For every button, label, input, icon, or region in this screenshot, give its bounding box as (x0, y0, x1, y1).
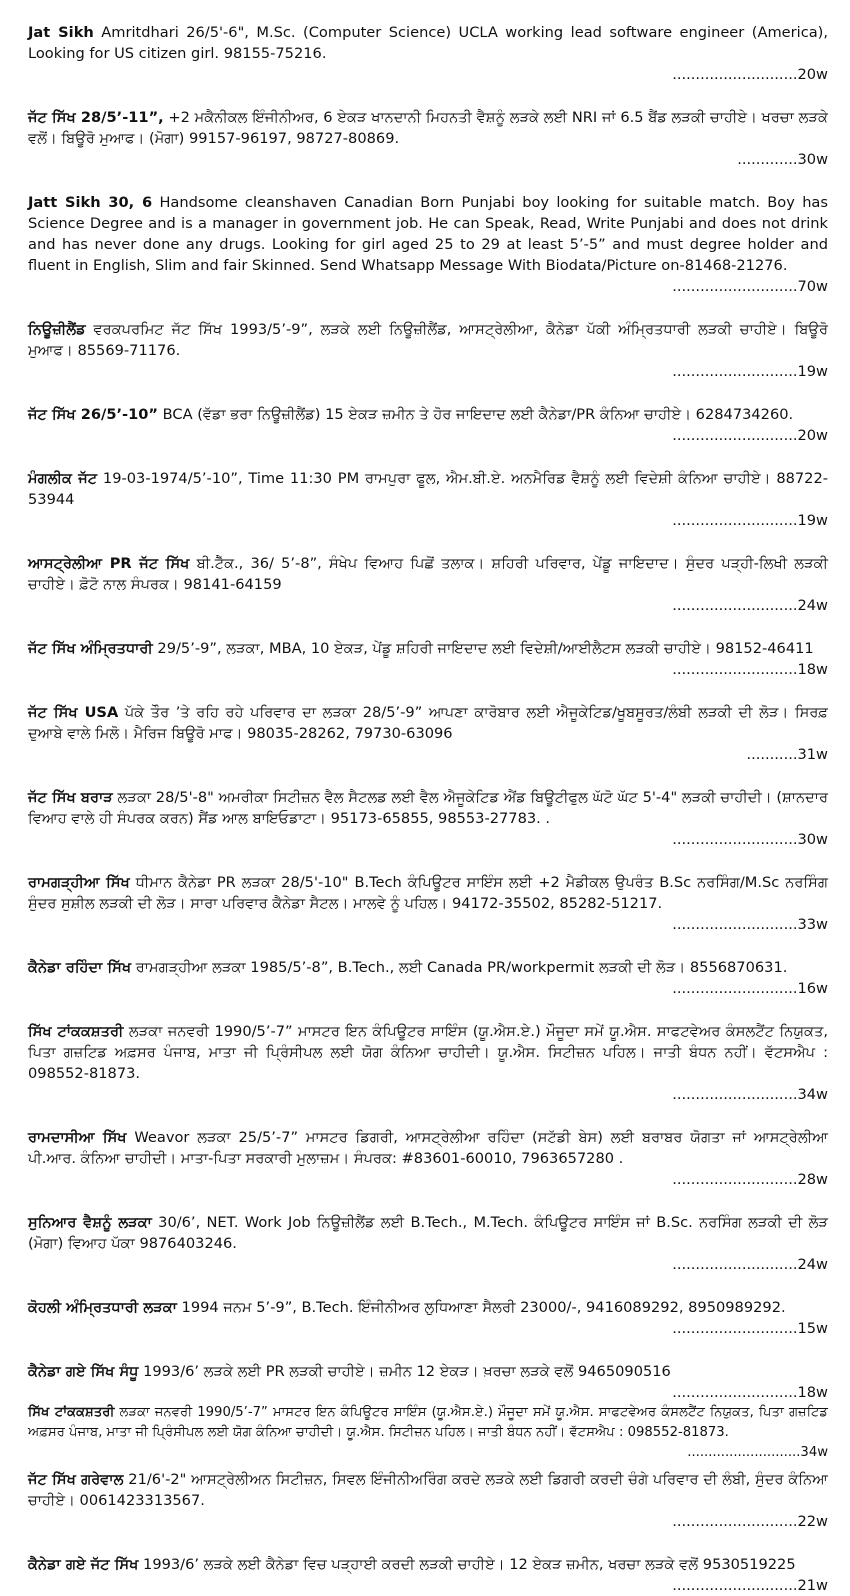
ad-18 (28, 1403, 828, 1463)
ad-text: ਬੀ.ਟੈੱਕ., 36/ 5’-8”, ਸੰਖੇਪ ਵਿਆਹ ਪਿਛੋਂ ਤਲਾਕ। ਸ਼ਹਿਰੀ ਪਰਿਵਾਰ, ਪੇਂਡੂ ਜਾਇਦਾਦ। ਸੁੰਦਰ ਪੜ੍ਹੀ-ਲਿਖੀ ਲੜਕੀ ਚਾਹੀਏ। ਫ਼ੋਟੋ ਨਾਲ ਸੰਪਰਕ। 98141-64159 (28, 555, 828, 593)
ad-heading: ਕੈਨੇਡਾ ਗਏ ਸਿੱਖ ਸੰਧੂ (28, 1363, 139, 1380)
ad-heading: ਕੈਨੇਡਾ ਰਹਿੰਦਾ ਸਿੱਖ (28, 959, 132, 976)
ad-19 (28, 1469, 828, 1532)
ad-word-count: ...........................34w (672, 1086, 828, 1103)
ad-heading: ਸਿੱਖ ਟਾਂਕਕਸ਼ਤਰੀ (28, 1023, 124, 1040)
ad-text: ਲੜਕਾ ਜਨਵਰੀ 1990/5’-7” ਮਾਸਟਰ ਇਨ ਕੰਪਿਊਟਰ ਸਾਇੰਸ (ਯੂ.ਐਸ.ਏ.) ਮੌਜੂਦਾ ਸਮੇਂ ਯੂ.ਐਸ. ਸਾਫਟਵੇਅਰ ਕੰਸਲਟੈਂਟ ਨਿਯੁਕਤ, ਪਿਤਾ ਗਜ਼ਟਿਡ ਅਫ਼ਸਰ ਪੰਜਾਬ, ਮਾਤਾ ਜੀ ਪ੍ਰਿੰਸੀਪਲ ਲਈ ਯੋਗ ਕੰਨਿਆ ਚਾਹੀਦੀ। ਯੂ.ਐਸ. ਸਿਟੀਜ਼ਨ ਪਹਿਲ। ਜਾਤੀ ਬੰਧਨ ਨਹੀਂ। ਵੱਟਸਐਪ : 098552-81873. (28, 1023, 828, 1082)
ad-heading: ਜੱਟ ਸਿੱਖ 28/5’-11”, (28, 109, 164, 126)
ad-heading: ਜੱਟ ਸਿੱਖ ਗਰੇਵਾਲ (28, 1471, 124, 1488)
ad-heading: ਜੱਟ ਸਿੱਖ ਅੰਮ੍ਰਿਤਧਾਰੀ (28, 640, 153, 657)
ad-5 (28, 404, 828, 446)
ad-10 (28, 787, 828, 850)
ad-4 (28, 319, 828, 382)
ad-heading: ਨਿਊਜ਼ੀਲੈਂਡ (28, 321, 86, 338)
ad-word-count: ...........................20w (672, 427, 828, 444)
ad-text: 1994 ਜਨਮ 5’-9”, B.Tech. ਇੰਜੀਨੀਅਰ ਲੁਧਿਆਣਾ ਸੈਲਰੀ 23000/-, 9416089292, 8950989292. (176, 1299, 786, 1316)
ad-3 (28, 192, 828, 297)
ad-heading: ਕੈਨੇਡਾ ਗਏ ਜੱਟ ਸਿੱਖ (28, 1556, 139, 1573)
ad-text: 1993/6’ ਲੜਕੇ ਲਈ ਕੈਨੇਡਾ ਵਿਚ ਪੜ੍ਹਾਈ ਕਰਦੀ ਲੜਕੀ ਚਾਹੀਏ। 12 ਏਕੜ ਜ਼ਮੀਨ, ਖਰਚਾ ਲੜਕੇ ਵਲੋਂ 9530519225 (138, 1556, 796, 1573)
ad-word-count: .............30w (737, 151, 828, 168)
ad-heading: ਜੱਟ ਸਿੱਖ ਬਰਾੜ (28, 789, 113, 806)
ad-word-count: ...........................18w (672, 1384, 828, 1401)
ad-word-count: ...........................15w (672, 1320, 828, 1337)
ad-heading: ਰਾਮਗੜ੍ਹੀਆ ਸਿੱਖ (28, 874, 130, 891)
ad-text: 19-03-1974/5’-10”, Time 11:30 PM ਰਾਮਪੁਰਾ ਫੂਲ, ਐਮ.ਬੀ.ਏ. ਅਨਮੈਰਿਡ ਵੈਸ਼ਨੂੰ ਲਈ ਵਿਦੇਸ਼ੀ ਕੰਨਿਆ ਚਾਹੀਏ। 88722-53944 (28, 470, 829, 508)
ad-text: 30/6’, NET. Work Job ਨਿਊਜ਼ੀਲੈਂਡ ਲਈ B.Tech., M.Tech. ਕੰਪਿਊਟਰ ਸਾਇੰਸ ਜਾਂ B.Sc. ਨਰਸਿੰਗ ਲੜਕੀ ਦੀ ਲੋੜ (ਮੋਗਾ) ਵਿਆਹ ਪੱਕਾ 9876403246. (28, 1214, 828, 1252)
ad-word-count: ...........................18w (672, 661, 828, 678)
ad-8 (28, 638, 828, 680)
ad-heading: ਕੋਹਲੀ ਅੰਮ੍ਰਿਤਧਾਰੀ ਲੜਕਾ (28, 1299, 177, 1316)
ad-word-count: ...........................24w (672, 1256, 828, 1273)
ad-text: BCA (ਵੱਡਾ ਭਰਾ ਨਿਊਜ਼ੀਲੈਂਡ) 15 ਏਕੜ ਜ਼ਮੀਨ ਤੇ ਹੋਰ ਜਾਇਦਾਦ ਲਈ ਕੈਨੇਡਾ/PR ਕੰਨਿਆ ਚਾਹੀਏ। 6284734260. (158, 406, 794, 423)
ad-text: ਰਾਮਗੜ੍ਹੀਆ ਲੜਕਾ 1985/5’-8”, B.Tech., ਲਈ Canada PR/workpermit ਲੜਕੀ ਦੀ ਲੋੜ। 8556870631. (131, 959, 788, 976)
ad-heading: ਜੱਟ ਸਿੱਖ USA (28, 704, 119, 721)
ad-heading: ਆਸਟ੍ਰੇਲੀਆ PR ਜੱਟ ਸਿੱਖ (28, 555, 190, 572)
ad-word-count: ...........................21w (672, 1577, 828, 1594)
ad-7 (28, 553, 828, 616)
ad-13 (28, 1021, 828, 1105)
ad-heading: ਸਿੱਖ ਟਾਂਕਕਸ਼ਤਰੀ (28, 1405, 115, 1420)
ad-word-count: ...........................22w (672, 1513, 828, 1530)
ad-1 (28, 22, 828, 85)
ad-heading: ਰਾਮਦਾਸੀਆ ਸਿੱਖ (28, 1129, 127, 1146)
ad-6 (28, 468, 828, 531)
ad-20 (28, 1554, 828, 1596)
ad-11 (28, 872, 828, 935)
ad-2 (28, 107, 828, 170)
ad-text: +2 ਮਕੈਨੀਕਲ ਇੰਜੀਨੀਅਰ, 6 ਏਕੜ ਖਾਨਦਾਨੀ ਮਿਹਨਤੀ ਵੈਸ਼ਨੂੰ ਲੜਕੇ ਲਈ NRI ਜਾਂ 6.5 ਬੈਂਡ ਲੜਕੀ ਚਾਹੀਏ। ਖਰਚਾ ਲੜਕੇ ਵਲੋਂ। ਬਿਊਰੋ ਮੁਆਫ। (ਮੋਗਾ) 99157-96197, 98727-80869. (28, 109, 828, 147)
ad-14 (28, 1127, 828, 1190)
ad-text: ਲੜਕਾ ਜਨਵਰੀ 1990/5’-7” ਮਾਸਟਰ ਇਨ ਕੰਪਿਊਟਰ ਸਾਇੰਸ (ਯੂ.ਐਸ.ਏ.) ਮੌਜੂਦਾ ਸਮੇਂ ਯੂ.ਐਸ. ਸਾਫਟਵੇਅਰ ਕੰਸਲਟੈਂਟ ਨਿਯੁਕਤ, ਪਿਤਾ ਗਜ਼ਟਿਡ ਅਫ਼ਸਰ ਪੰਜਾਬ, ਮਾਤਾ ਜੀ ਪ੍ਰਿੰਸੀਪਲ ਲਈ ਯੋਗ ਕੰਨਿਆ ਚਾਹੀਦੀ। ਯੂ.ਐਸ. ਸਿਟੀਜ਼ਨ ਪਹਿਲ। ਜਾਤੀ ਬੰਧਨ ਨਹੀਂ। ਵੱਟਸਐਪ : 098552-81873. (28, 1405, 828, 1440)
ad-word-count: ...........................24w (672, 597, 828, 614)
ad-text: 1993/6’ ਲੜਕੇ ਲਈ PR ਲੜਕੀ ਚਾਹੀਏ। ਜ਼ਮੀਨ 12 ਏਕੜ। ਖ਼ਰਚਾ ਲੜਕੇ ਵਲੋਂ 9465090516 (138, 1363, 671, 1380)
ad-word-count: ...........................19w (672, 512, 828, 529)
ad-heading: Jatt Sikh 30, 6 (28, 194, 153, 211)
ad-12 (28, 957, 828, 999)
ad-text: Amritdhari 26/5'-6", M.Sc. (Computer Science) UCLA working lead software engineer (America), Looking for US citizen girl. 98155-75216. (28, 24, 828, 62)
ad-9 (28, 702, 828, 765)
ad-text: ਵਰਕਪਰਮਿਟ ਜੱਟ ਸਿੱਖ 1993/5’-9”, ਲੜਕੇ ਲਈ ਨਿਊਜ਼ੀਲੈਂਡ, ਆਸਟ੍ਰੇਲੀਆ, ਕੈਨੇਡਾ ਪੱਕੀ ਅੰਮ੍ਰਿਤਧਾਰੀ ਲੜਕੀ ਚਾਹੀਏ। ਬਿਊਰੋ ਮੁਆਫ। 85569-71176. (28, 321, 828, 359)
ad-word-count: ...........................34w (687, 1445, 828, 1460)
ad-17 (28, 1361, 828, 1403)
ad-word-count: ...........................28w (672, 1171, 828, 1188)
ad-word-count: ...........................20w (672, 66, 828, 83)
ad-heading: ਮੰਗਲੀਕ ਜੱਟ (28, 470, 98, 487)
ad-heading: ਜੱਟ ਸਿੱਖ 26/5’-10” (28, 406, 159, 423)
ad-text: Handsome cleanshaven Canadian Born Punjabi boy looking for suitable match. Boy has Science Degree and is a manager in government job. He can Speak, Read, Write Punjabi and does not drink and has never done any drugs. Looking for girl aged 25 to 29 at least 5’-5” and must degree holder and fluent in English, Slim and fair Skinned. Send Whatsapp Message With Biodata/Picture on-81468-21276. (28, 194, 828, 274)
ad-text: 21/6'-2" ਆਸਟ੍ਰੇਲੀਅਨ ਸਿਟੀਜ਼ਨ, ਸਿਵਲ ਇੰਜੀਨੀਅਰਿੰਗ ਕਰਦੇ ਲੜਕੇ ਲਈ ਡਿਗਰੀ ਕਰਦੀ ਚੰਗੇ ਪਰਿਵਾਰ ਦੀ ਲੰਬੀ, ਸੁੰਦਰ ਕੰਨਿਆ ਚਾਹੀਏ। 0061423313567. (28, 1471, 828, 1509)
ad-text: ਪੱਕੇ ਤੌਰ ’ਤੇ ਰਹਿ ਰਹੇ ਪਰਿਵਾਰ ਦਾ ਲੜਕਾ 28/5’-9” ਆਪਣਾ ਕਾਰੋਬਾਰ ਲਈ ਐਜੂਕੇਟਿਡ/ਖੂਬਸੂਰਤ/ਲੰਬੀ ਲੜਕੀ ਦੀ ਲੋੜ। ਸਿਰਫ਼ ਦੁਆਬੇ ਵਾਲੇ ਮਿਲੋ। ਮੈਰਿਜ ਬਿਊਰੋ ਮਾਫ। 98035-28262, 79730-63096 (28, 704, 828, 742)
ad-text: ਧੀਮਾਨ ਕੈਨੇਡਾ PR ਲੜਕਾ 28/5'-10" B.Tech ਕੰਪਿਊਟਰ ਸਾਇੰਸ ਲਈ +2 ਮੈਡੀਕਲ ਉਪਰੰਤ B.Sc ਨਰਸਿੰਗ/M.Sc ਨਰਸਿੰਗ ਸੁੰਦਰ ਸੁਸ਼ੀਲ ਲੜਕੀ ਦੀ ਲੋੜ। ਸਾਰਾ ਪਰਿਵਾਰ ਕੈਨੇਡਾ ਸੈਟਲ। ਮਾਲਵੇ ਨੂੰ ਪਹਿਲ। 94172-35502, 85282-51217. (28, 874, 828, 912)
ad-15 (28, 1212, 828, 1275)
ad-word-count: ...........................70w (672, 278, 828, 295)
ad-word-count: ...........................19w (672, 363, 828, 380)
ad-16 (28, 1297, 828, 1339)
ad-word-count: ...........................16w (672, 980, 828, 997)
ad-heading: Jat Sikh (28, 24, 94, 41)
ad-text: 29/5’-9”, ਲੜਕਾ, MBA, 10 ਏਕੜ, ਪੇਂਡੂ ਸ਼ਹਿਰੀ ਜਾਇਦਾਦ ਲਈ ਵਿਦੇਸ਼ੀ/ਆਈਲੈਟਸ ਲੜਕੀ ਚਾਹੀਏ। 98152-46411 (152, 640, 814, 657)
ad-word-count: ...........31w (746, 746, 828, 763)
ad-word-count: ...........................33w (672, 916, 828, 933)
ad-word-count: ...........................30w (672, 831, 828, 848)
ad-heading: ਸੁਨਿਆਰ ਵੈਸ਼ਨੂੰ ਲੜਕਾ (28, 1214, 152, 1231)
ad-text: Weavor ਲੜਕਾ 25/5’-7” ਮਾਸਟਰ ਡਿਗਰੀ, ਆਸਟ੍ਰੇਲੀਆ ਰਹਿੰਦਾ (ਸਟੱਡੀ ਬੇਸ) ਲਈ ਬਰਾਬਰ ਯੋਗਤਾ ਜਾਂ ਆਸਟ੍ਰੇਲੀਆ ਪੀ.ਆਰ. ਕੰਨਿਆ ਚਾਹੀਦੀ। ਮਾਤਾ-ਪਿਤਾ ਸਰਕਾਰੀ ਮੁਲਾਜ਼ਮ। ਸੰਪਰਕ: #83601-60010, 7963657280 . (28, 1129, 828, 1167)
ad-text: ਲੜਕਾ 28/5'-8" ਅਮਰੀਕਾ ਸਿਟੀਜ਼ਨ ਵੈਲ ਸੈਟਲਡ ਲਈ ਵੈਲ ਐਜੂਕੇਟਿਡ ਐਂਡ ਬਿਊਟੀਫੁਲ ਘੱਟੋ ਘੱਟ 5'-4" ਲੜਕੀ ਚਾਹੀਦੀ। (ਸ਼ਾਨਦਾਰ ਵਿਆਹ ਵਾਲੇ ਹੀ ਸੰਪਰਕ ਕਰਨ) ਸੈਂਡ ਆਲ ਬਾਇਓਡਾਟਾ। 95173-65855, 98553-27783. . (28, 789, 828, 827)
